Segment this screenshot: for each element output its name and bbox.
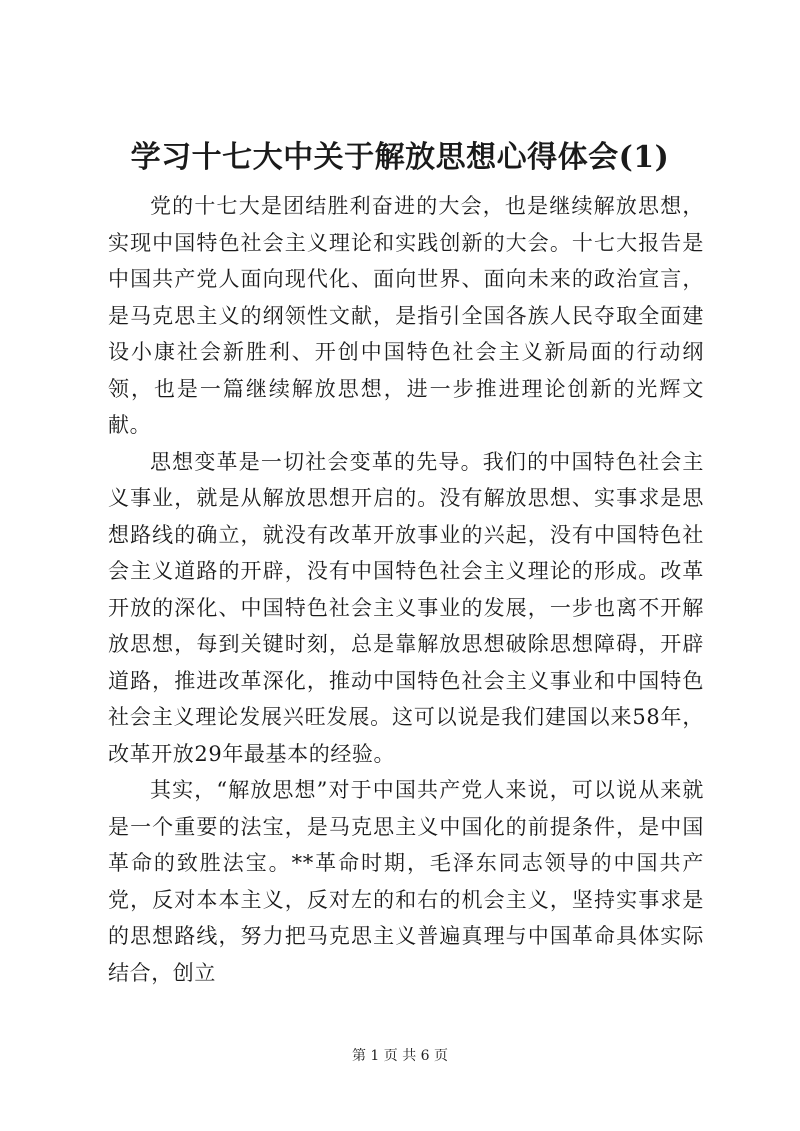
paragraph-3: 其实，“解放思想”对于中国共产党人来说，可以说从来就是一个重要的法宝，是马克思主义中国化的前提条件，是中国革命的致胜法宝。**革命时期，毛泽东同志领导的中国共产党，反对本本主义，反对左的和右的机会主义，坚持实事求是的思想路线，努力把马克思主义普遍真理与中国革命具体实际结合，创立 — [108, 778, 704, 985]
paragraph-1: 党的十七大是团结胜利奋进的大会，也是继续解放思想，实现中国特色社会主义理论和实践创新的大会。十七大报告是中国共产党人面向现代化、面向世界、面向未来的政治宣言，是马克思主义的纲领性文献，是指引全国各族人民夺取全面建设小康社会新胜利、开创中国特色社会主义新局面的行动纲领，也是一篇继续解放思想，进一步推进理论创新的光辉文献。 — [108, 194, 704, 437]
paragraph-2: 思想变革是一切社会变革的先导。我们的中国特色社会主义事业，就是从解放思想开启的。没有解放思想、实事求是思想路线的确立，就没有改革开放事业的兴起，没有中国特色社会主义道路的开辟，没有中国特色社会主义理论的形成。改革开放的深化、中国特色社会主义事业的发展，一步也离不开解放思想，每到关键时刻，总是靠解放思想破除思想障碍，开辟道路，推进改革深化，推动中国特色社会主义事业和中国特色社会主义理论发展兴旺发展。这可以说是我们建国以来58年，改革开放29年最基本的经验。 — [108, 449, 704, 766]
document-body — [108, 188, 704, 991]
document-title: 学习十七大中关于解放思想心得体会(1) — [130, 140, 670, 175]
page-number-footer: 第 1 页 共 6 页 — [351, 1048, 449, 1064]
